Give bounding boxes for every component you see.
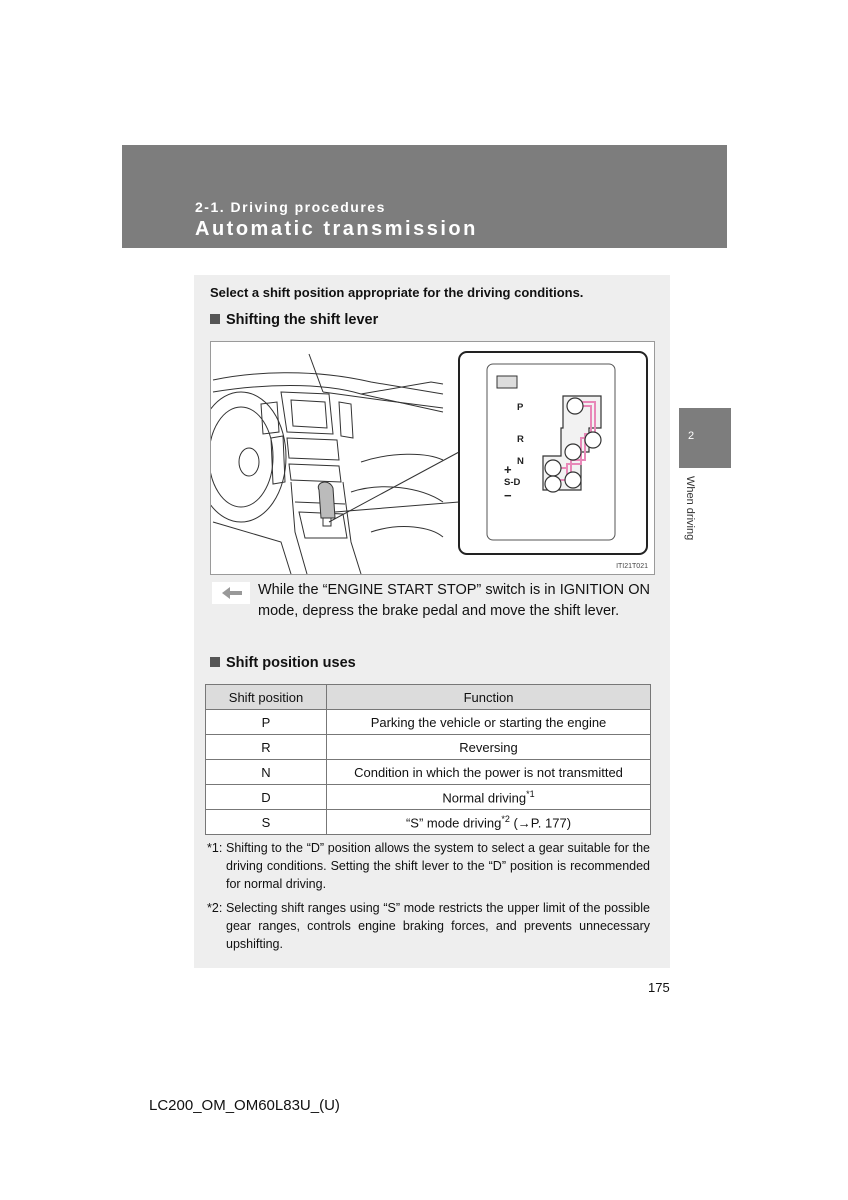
table-row [206, 735, 651, 760]
chapter-tab [679, 408, 731, 468]
square-bullet-icon [210, 314, 220, 324]
step-arrow-marker [212, 582, 250, 604]
function-cell: Parking the vehicle or starting the engine [327, 710, 651, 735]
column-header: Shift position [206, 685, 327, 710]
figure-code: ITI21T021 [616, 563, 648, 570]
position-cell: S [206, 810, 327, 835]
position-cell: N [206, 760, 327, 785]
footnote-text: Shifting to the “D” position allows the system to select a gear suitable for the driving conditions. Setting the shift lever to the “D” position is recommended for normal driving. [226, 841, 650, 891]
column-header: Function [327, 685, 651, 710]
section-heading-uses: Shift position uses [210, 655, 356, 671]
chapter-header [122, 145, 727, 248]
function-cell: Condition in which the power is not transmitted [327, 760, 651, 785]
position-cell: R [206, 735, 327, 760]
gate-label-minus: − [504, 488, 512, 503]
intro-text: Select a shift position appropriate for the driving conditions. [210, 285, 584, 300]
gate-label-sd: S-D [504, 477, 521, 488]
table-row [206, 710, 651, 735]
gate-label-r: R [517, 434, 524, 445]
function-cell: “S” mode driving$^{*2}$ (→P. 177) [327, 810, 651, 835]
table-header-row [206, 685, 651, 710]
footnote-marker: *2: [207, 901, 223, 915]
dashboard-line-drawing [211, 342, 654, 574]
table-row [206, 760, 651, 785]
footnote-2 [207, 899, 650, 953]
left-arrow-icon [212, 582, 250, 604]
section-heading-shifting: Shifting the shift lever [210, 312, 378, 328]
gate-label-n: N [517, 456, 524, 467]
table-row [206, 810, 651, 835]
shift-lever-illustration [210, 341, 655, 575]
position-cell: P [206, 710, 327, 735]
square-bullet-icon [210, 657, 220, 667]
section-label: 2-1. Driving procedures [195, 199, 386, 215]
footnote-ref: *1 [526, 788, 535, 799]
function-cell: Reversing [327, 735, 651, 760]
chapter-side-label-text: When driving [684, 476, 696, 541]
gate-label-plus: + [504, 462, 512, 477]
footnote-ref: *2 [501, 813, 510, 824]
shift-position-table [205, 684, 651, 835]
instruction-text: While the “ENGINE START STOP” switch is in IGNITION ON mode, depress the brake pedal and move the shift lever. [258, 582, 650, 619]
footer-code: LC200_OM_OM60L83U_(U) [149, 1097, 340, 1114]
page-title: Automatic transmission [195, 218, 478, 240]
page-reference-link[interactable]: (→P. 177) [509, 815, 572, 831]
page-number: 175 [648, 980, 670, 995]
position-cell: D [206, 785, 327, 810]
table-row [206, 785, 651, 810]
chapter-number: 2 [688, 430, 695, 442]
footnote-marker: *1: [207, 841, 223, 855]
footnote-1 [207, 839, 650, 893]
content-panel [194, 275, 670, 968]
function-cell: Normal driving$^{*1}$ [327, 785, 651, 810]
gate-label-p: P [517, 402, 524, 413]
chapter-side-label [682, 476, 702, 556]
footnote-text: Selecting shift ranges using “S” mode restricts the upper limit of the possible gear ranges, controls engine braking forces, and prevents unnecessary upshifting. [226, 901, 650, 951]
